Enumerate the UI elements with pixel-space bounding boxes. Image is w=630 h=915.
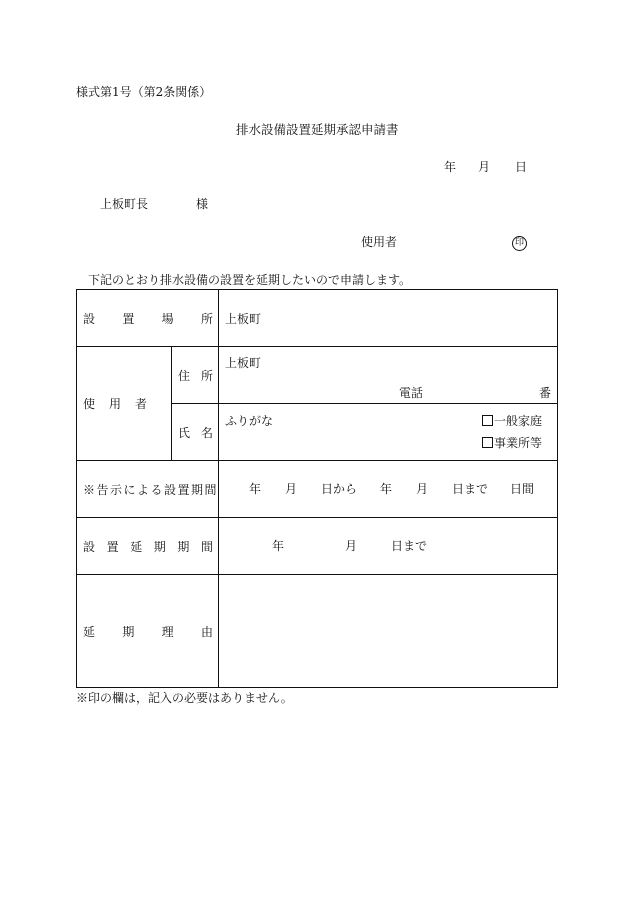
seal-mark bbox=[512, 235, 527, 251]
row-user-address bbox=[77, 347, 558, 404]
applicant-label: 使用者 bbox=[361, 235, 398, 249]
extension-period-field[interactable] bbox=[219, 518, 558, 575]
reason-field[interactable] bbox=[219, 575, 558, 688]
user-label-cell bbox=[77, 347, 172, 461]
address-label-cell bbox=[172, 347, 219, 404]
notice-month: 月 bbox=[285, 482, 298, 496]
extension-year: 年 bbox=[272, 539, 285, 553]
row-extension-period bbox=[77, 518, 558, 575]
location-value: 上板町 bbox=[225, 311, 262, 326]
date-year: 年 bbox=[444, 160, 457, 174]
notice-period-field[interactable] bbox=[219, 461, 558, 518]
phone-suffix: 番 bbox=[538, 386, 551, 400]
footnote: ※印の欄は，記入の必要はありません。 bbox=[76, 691, 293, 705]
extension-until: 日まで bbox=[391, 539, 428, 553]
row-notice-period bbox=[77, 461, 558, 518]
notice-year-2: 年 bbox=[380, 482, 393, 496]
date-day: 日 bbox=[515, 160, 528, 174]
application-form-table bbox=[76, 289, 558, 688]
document-title: 排水設備設置延期承認申請書 bbox=[236, 122, 399, 137]
addressee-name: 上板町長 bbox=[100, 197, 149, 211]
notice-until: 日まで bbox=[452, 482, 489, 496]
extension-month: 月 bbox=[345, 539, 358, 553]
address-label: 住 所 bbox=[178, 368, 213, 383]
notice-period-label: ※告示による設置期間 bbox=[83, 482, 219, 497]
extension-period-label: 設 置 延 期 期 間 bbox=[83, 539, 213, 554]
user-label: 使 用 者 bbox=[83, 397, 147, 411]
option-household[interactable] bbox=[482, 412, 542, 429]
name-label: 氏 名 bbox=[178, 425, 213, 440]
row-location bbox=[77, 290, 558, 347]
notice-period-label-cell bbox=[77, 461, 219, 518]
intro-text: 下記のとおり排水設備の設置を延期したいので申請します。 bbox=[88, 273, 412, 287]
name-field[interactable] bbox=[219, 404, 558, 461]
reason-value bbox=[219, 624, 231, 638]
option-business[interactable] bbox=[482, 434, 542, 451]
checkbox-business[interactable] bbox=[482, 437, 493, 448]
notice-from: 日から bbox=[321, 482, 358, 496]
name-label-cell bbox=[172, 404, 219, 461]
form-number: 様式第1号（第2条関係） bbox=[76, 85, 212, 99]
address-value: 上板町 bbox=[225, 356, 262, 370]
reason-label-cell bbox=[77, 575, 219, 688]
addressee-honorific: 様 bbox=[196, 197, 209, 211]
option-business-label: 事業所等 bbox=[494, 436, 543, 450]
checkbox-household[interactable] bbox=[482, 415, 493, 426]
location-field[interactable] bbox=[219, 290, 558, 347]
seal-icon: 印 bbox=[512, 236, 527, 251]
reason-label: 延 期 理 由 bbox=[83, 624, 213, 639]
location-label-cell bbox=[77, 290, 219, 347]
location-label: 設 置 場 所 bbox=[83, 311, 213, 326]
notice-year: 年 bbox=[249, 482, 262, 496]
address-field[interactable] bbox=[219, 347, 558, 404]
notice-month-2: 月 bbox=[416, 482, 429, 496]
notice-days: 日間 bbox=[510, 482, 535, 496]
phone-label: 電話 bbox=[399, 386, 424, 400]
row-reason bbox=[77, 575, 558, 688]
option-household-label: 一般家庭 bbox=[494, 414, 543, 428]
extension-period-label-cell bbox=[77, 518, 219, 575]
furigana-label: ふりがな bbox=[225, 414, 274, 428]
date-month: 月 bbox=[478, 160, 491, 174]
